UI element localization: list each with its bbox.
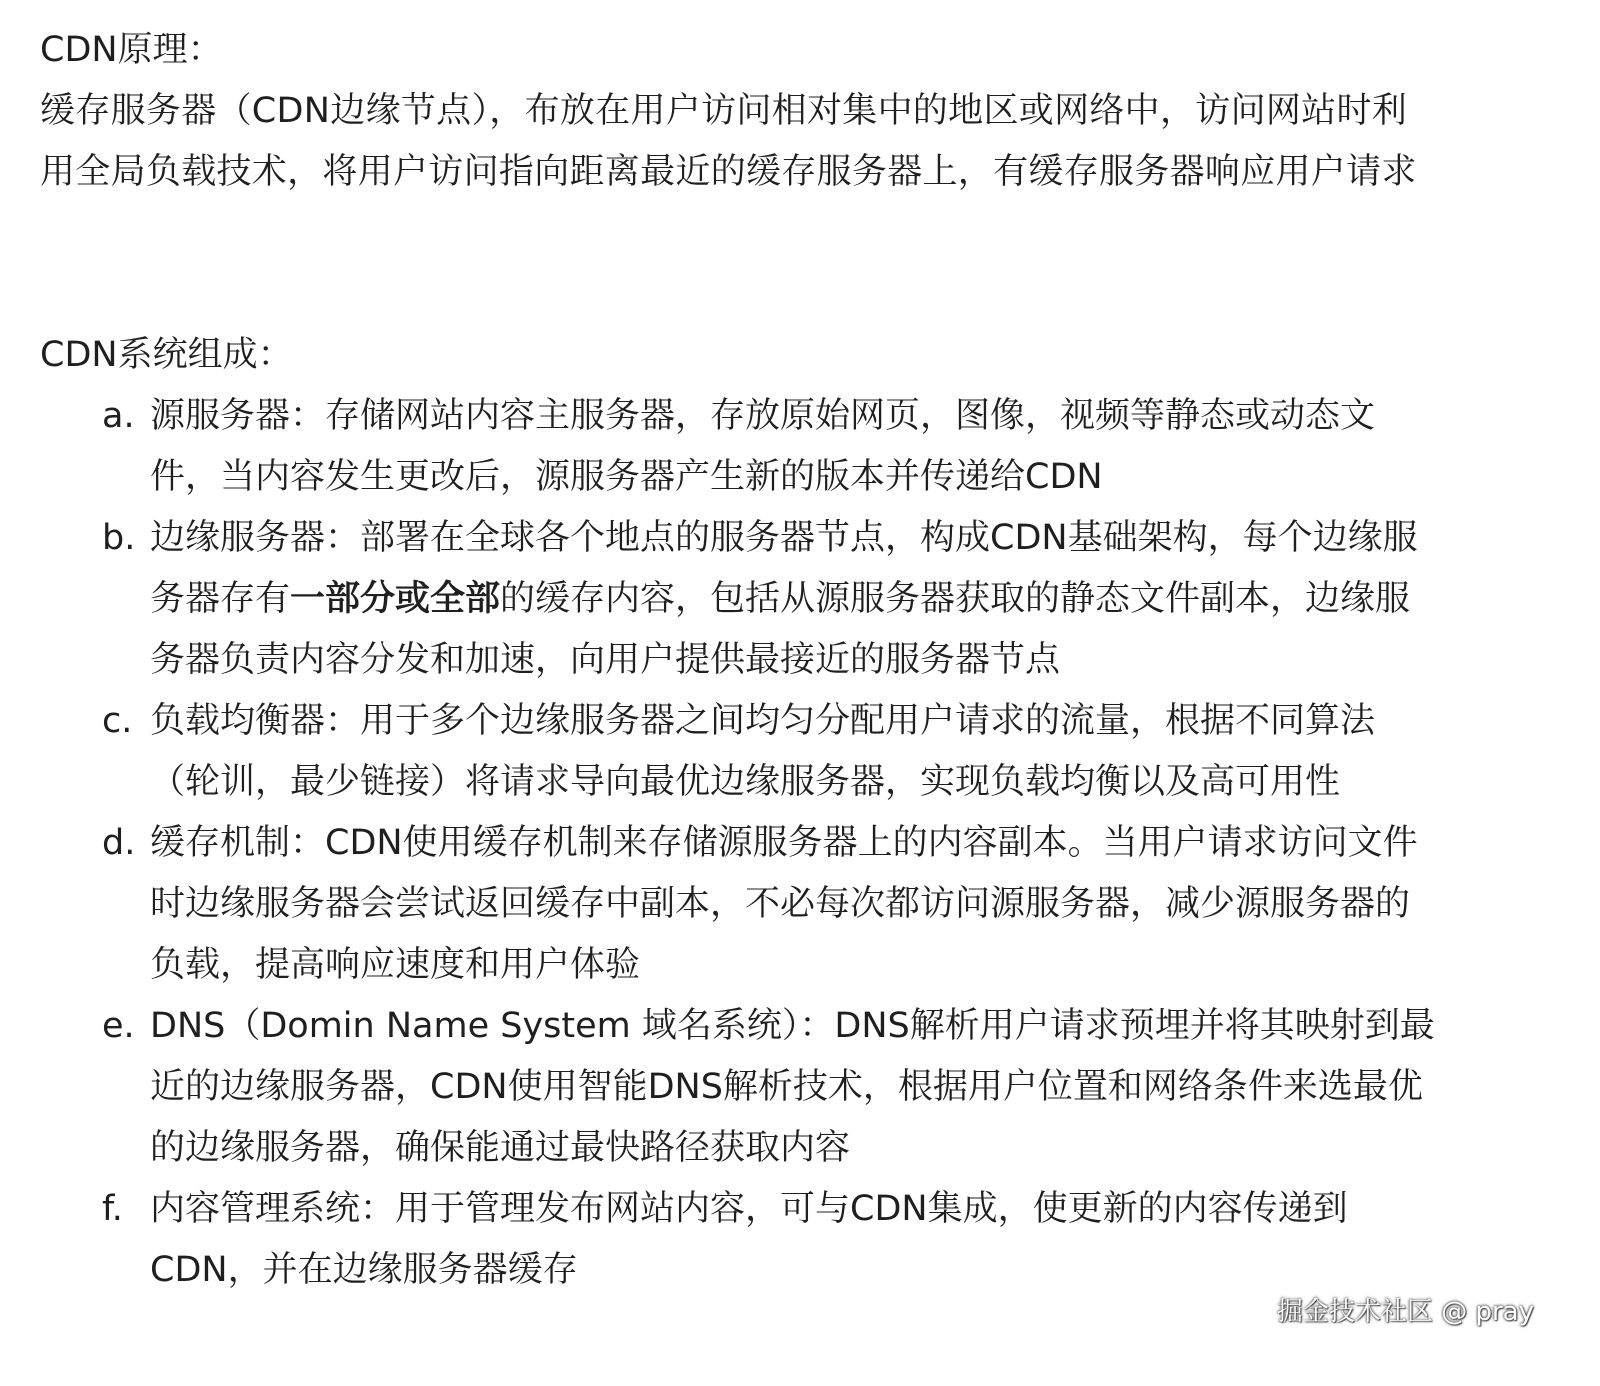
list-marker: f.	[102, 1189, 123, 1229]
text-segment: 务器存有	[150, 579, 291, 619]
list-item-text-line: 负载均衡器：用于多个边缘服务器之间均匀分配用户请求的流量，根据不同算法	[150, 701, 1376, 741]
components-heading: CDN系统组成：	[40, 335, 293, 375]
list-item-text-line: 务器负责内容分发和加速，向用户提供最接近的服务器节点	[150, 640, 1061, 680]
bold-text: 一部分或全部	[290, 579, 501, 619]
list-item-source-server	[40, 386, 1540, 508]
list-item-text-line: 时边缘服务器会尝试返回缓存中副本，不必每次都访问源服务器，减少源服务器的	[150, 884, 1411, 924]
list-item-text-line: DNS（Domin Name System 域名系统）：DNS解析用户请求预埋并将其映射到最	[150, 1006, 1435, 1046]
list-item-text-line: CDN，并在边缘服务器缓存	[150, 1250, 578, 1290]
principle-heading: CDN原理：	[40, 30, 223, 70]
list-item-text-line: （轮训，最少链接）将请求导向最优边缘服务器，实现负载均衡以及高可用性	[150, 762, 1341, 802]
list-item-text-line	[150, 569, 1540, 630]
section-spacer	[40, 203, 1540, 325]
list-marker: b.	[102, 518, 136, 558]
list-item-cms	[40, 1179, 1540, 1301]
list-item-text-line: 的边缘服务器，确保能通过最快路径获取内容	[150, 1128, 851, 1168]
principle-text-line: 用全局负载技术，将用户访问指向距离最近的缓存服务器上，有缓存服务器响应用户请求	[40, 152, 1417, 192]
text-segment: 的缓存内容，包括从源服务器获取的静态文件副本，边缘服	[500, 579, 1411, 619]
list-item-text-line: 内容管理系统：用于管理发布网站内容，可与CDN集成，使更新的内容传递到	[150, 1189, 1348, 1229]
list-item-text-line: 边缘服务器：部署在全球各个地点的服务器节点，构成CDN基础架构，每个边缘服	[150, 518, 1418, 558]
list-item-text-line: 近的边缘服务器，CDN使用智能DNS解析技术，根据用户位置和网络条件来选最优	[150, 1067, 1423, 1107]
document-body	[40, 20, 1540, 1301]
principle-text-line: 缓存服务器（CDN边缘节点），布放在用户访问相对集中的地区或网络中，访问网站时利	[40, 91, 1408, 131]
list-item-text-line: 件，当内容发生更改后，源服务器产生新的版本并传递给CDN	[150, 457, 1103, 497]
list-item-text-line: 负载，提高响应速度和用户体验	[150, 945, 641, 985]
list-item-load-balancer	[40, 691, 1540, 813]
watermark: 掘金技术社区 @ pray	[1276, 1297, 1534, 1327]
list-item-text-line: 缓存机制：CDN使用缓存机制来存储源服务器上的内容副本。当用户请求访问文件	[150, 823, 1418, 863]
list-item-edge-server	[40, 508, 1540, 691]
list-marker: d.	[102, 823, 136, 863]
components-list	[40, 386, 1540, 1301]
list-marker: a.	[102, 396, 135, 436]
list-item-dns	[40, 996, 1540, 1179]
list-marker: e.	[102, 1006, 135, 1046]
list-item-cache-mechanism	[40, 813, 1540, 996]
list-marker: c.	[102, 701, 133, 741]
list-item-text-line: 源服务器：存储网站内容主服务器，存放原始网页，图像，视频等静态或动态文	[150, 396, 1376, 436]
